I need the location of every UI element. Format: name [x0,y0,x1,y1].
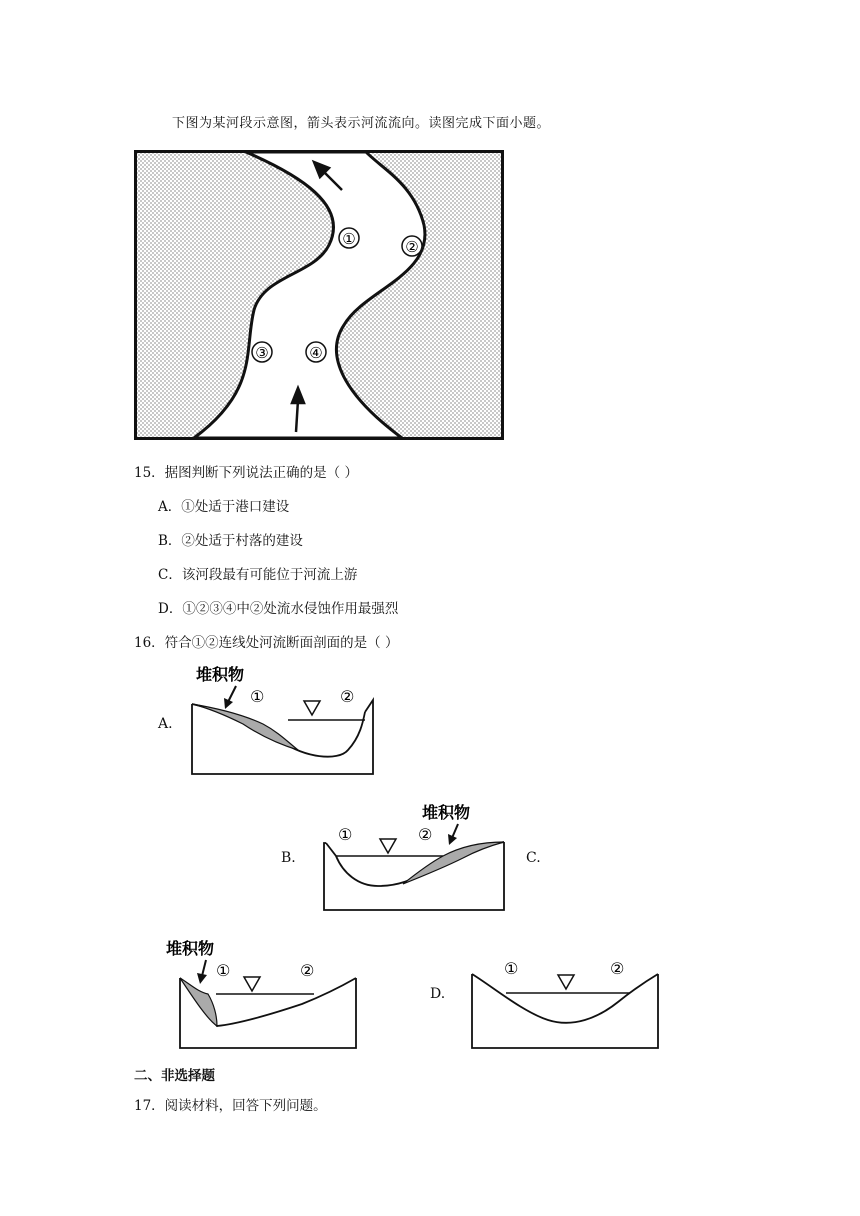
q15-option-d: D．①②③④中②处流水侵蚀作用最强烈 [158,601,399,617]
q15-option-c: C．该河段最有可能位于河流上游 [158,567,358,583]
marker-1: ① [342,230,356,248]
q16-label-c: C. [526,850,541,866]
section-heading: 二、非选择题 [134,1068,215,1084]
marker-2: ② [405,238,419,256]
deposit-label-c: 堆积物 [166,939,215,958]
profile-d-marker-2: ② [610,959,625,978]
intro-text: 下图为某河段示意图，箭头表示河流流向。读图完成下面小题。 [172,116,551,131]
q15-option-a: A．①处适于港口建设 [158,499,290,515]
profile-d-marker-1: ① [504,959,519,978]
river-map-figure [134,150,504,440]
profile-c-marker-1: ① [216,961,231,980]
profile-a-marker-2: ② [340,687,355,706]
deposit-label-a: 堆积物 [196,665,245,684]
q16-label-a: A. [158,716,173,732]
marker-4: ④ [309,344,323,362]
q16-label-b: B. [281,850,296,866]
profile-c [162,934,362,1054]
q15-option-b: B．②处适于村落的建设 [158,533,303,549]
deposit-label-b: 堆积物 [422,803,471,822]
q15-stem: 15．据图判断下列说法正确的是（ ） [134,465,358,481]
profile-a-marker-1: ① [250,687,265,706]
profile-b-marker-1: ① [338,825,353,844]
profile-b-marker-2: ② [418,825,433,844]
q17-stem: 17．阅读材料，回答下列问题。 [134,1098,327,1114]
profile-b [318,798,510,916]
q16-label-d: D. [430,986,446,1002]
profile-a [188,662,380,777]
profile-c-marker-2: ② [300,961,315,980]
q16-stem: 16．符合①②连线处河流断面剖面的是（ ） [134,635,399,651]
profile-d [468,952,662,1054]
marker-3: ③ [255,344,269,362]
